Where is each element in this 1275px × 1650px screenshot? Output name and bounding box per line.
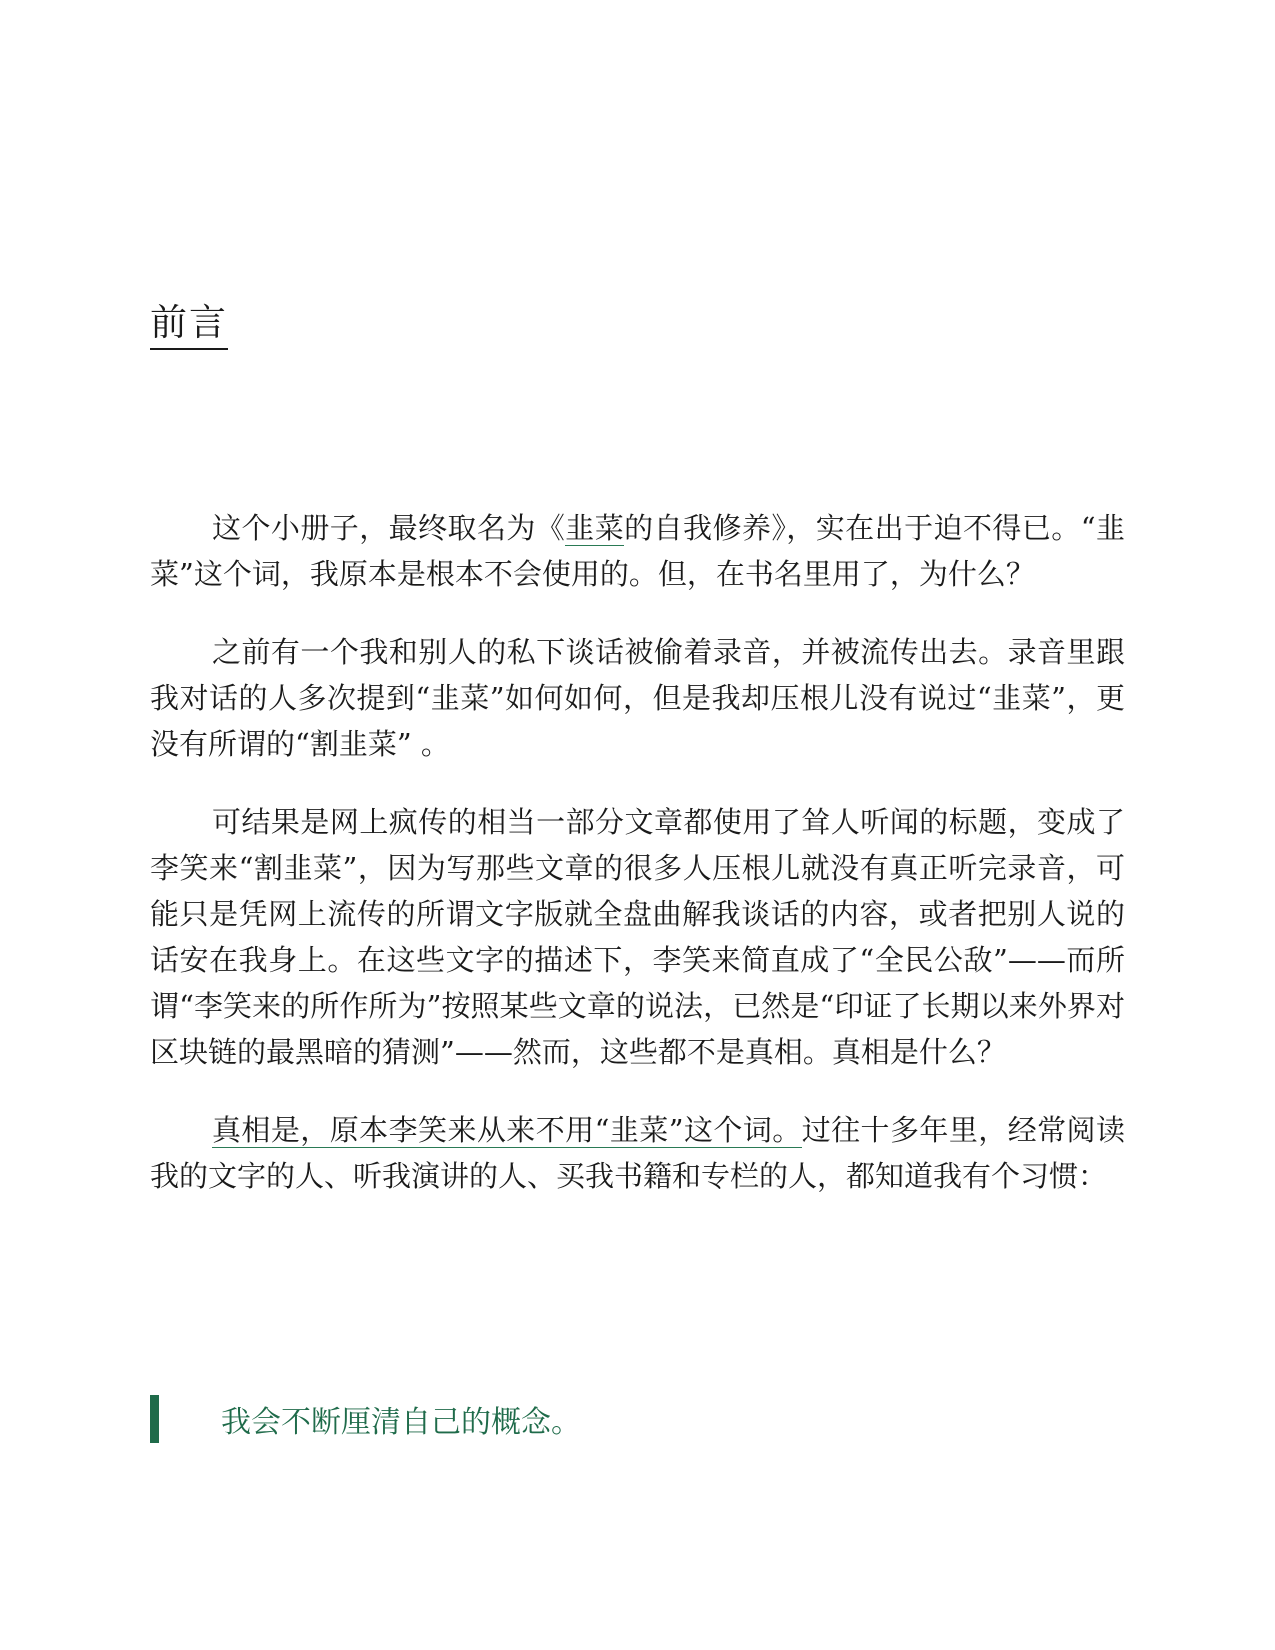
document-body (150, 505, 1125, 1231)
paragraph-3: 可结果是网上疯传的相当一部分文章都使用了耸人听闻的标题，变成了李笑来“割韭菜”，因为写那些文章的很多人压根儿就没有真正听完录音，可能只是凭网上流传的所谓文字版就全盘曲解我谈话的内容，或者把别人说的话安在我身上。在这些文字的描述下，李笑来简直成了“全民公敌”——而所谓“李笑来的所作所为”按照某些文章的说法，已然是“印证了长期以来外界对区块链的最黑暗的猜测”——然而，这些都不是真相。真相是什么？ (150, 805, 1125, 1069)
page-title: 前言 (150, 300, 228, 350)
quote-bar (150, 1395, 159, 1443)
blockquote (150, 1395, 581, 1443)
paragraph-4-post: 过往十多年里，经常阅读我的文字的人、听我演讲的人、买我书籍和专栏的人，都知道我有个习惯： (150, 1113, 1125, 1193)
jiucai-link[interactable]: 韭菜 (565, 511, 625, 545)
paragraph-4 (150, 1107, 1125, 1199)
quote-text: 我会不断厘清自己的概念。 (221, 1405, 581, 1440)
paragraph-1-pre: 这个小册子，最终取名为《 (212, 511, 566, 545)
paragraph-1 (150, 505, 1125, 597)
paragraph-1-post: 的自我修养》，实在出于迫不得已。“韭菜”这个词，我原本是根本不会使用的。但，在书名里用了，为什么？ (150, 511, 1125, 591)
highlighted-sentence: 真相是，原本李笑来从来不用“韭菜”这个词。 (212, 1113, 802, 1147)
paragraph-2: 之前有一个我和别人的私下谈话被偷着录音，并被流传出去。录音里跟我对话的人多次提到“韭菜”如何如何，但是我却压根儿没有说过“韭菜”，更没有所谓的“割韭菜” 。 (150, 635, 1125, 761)
